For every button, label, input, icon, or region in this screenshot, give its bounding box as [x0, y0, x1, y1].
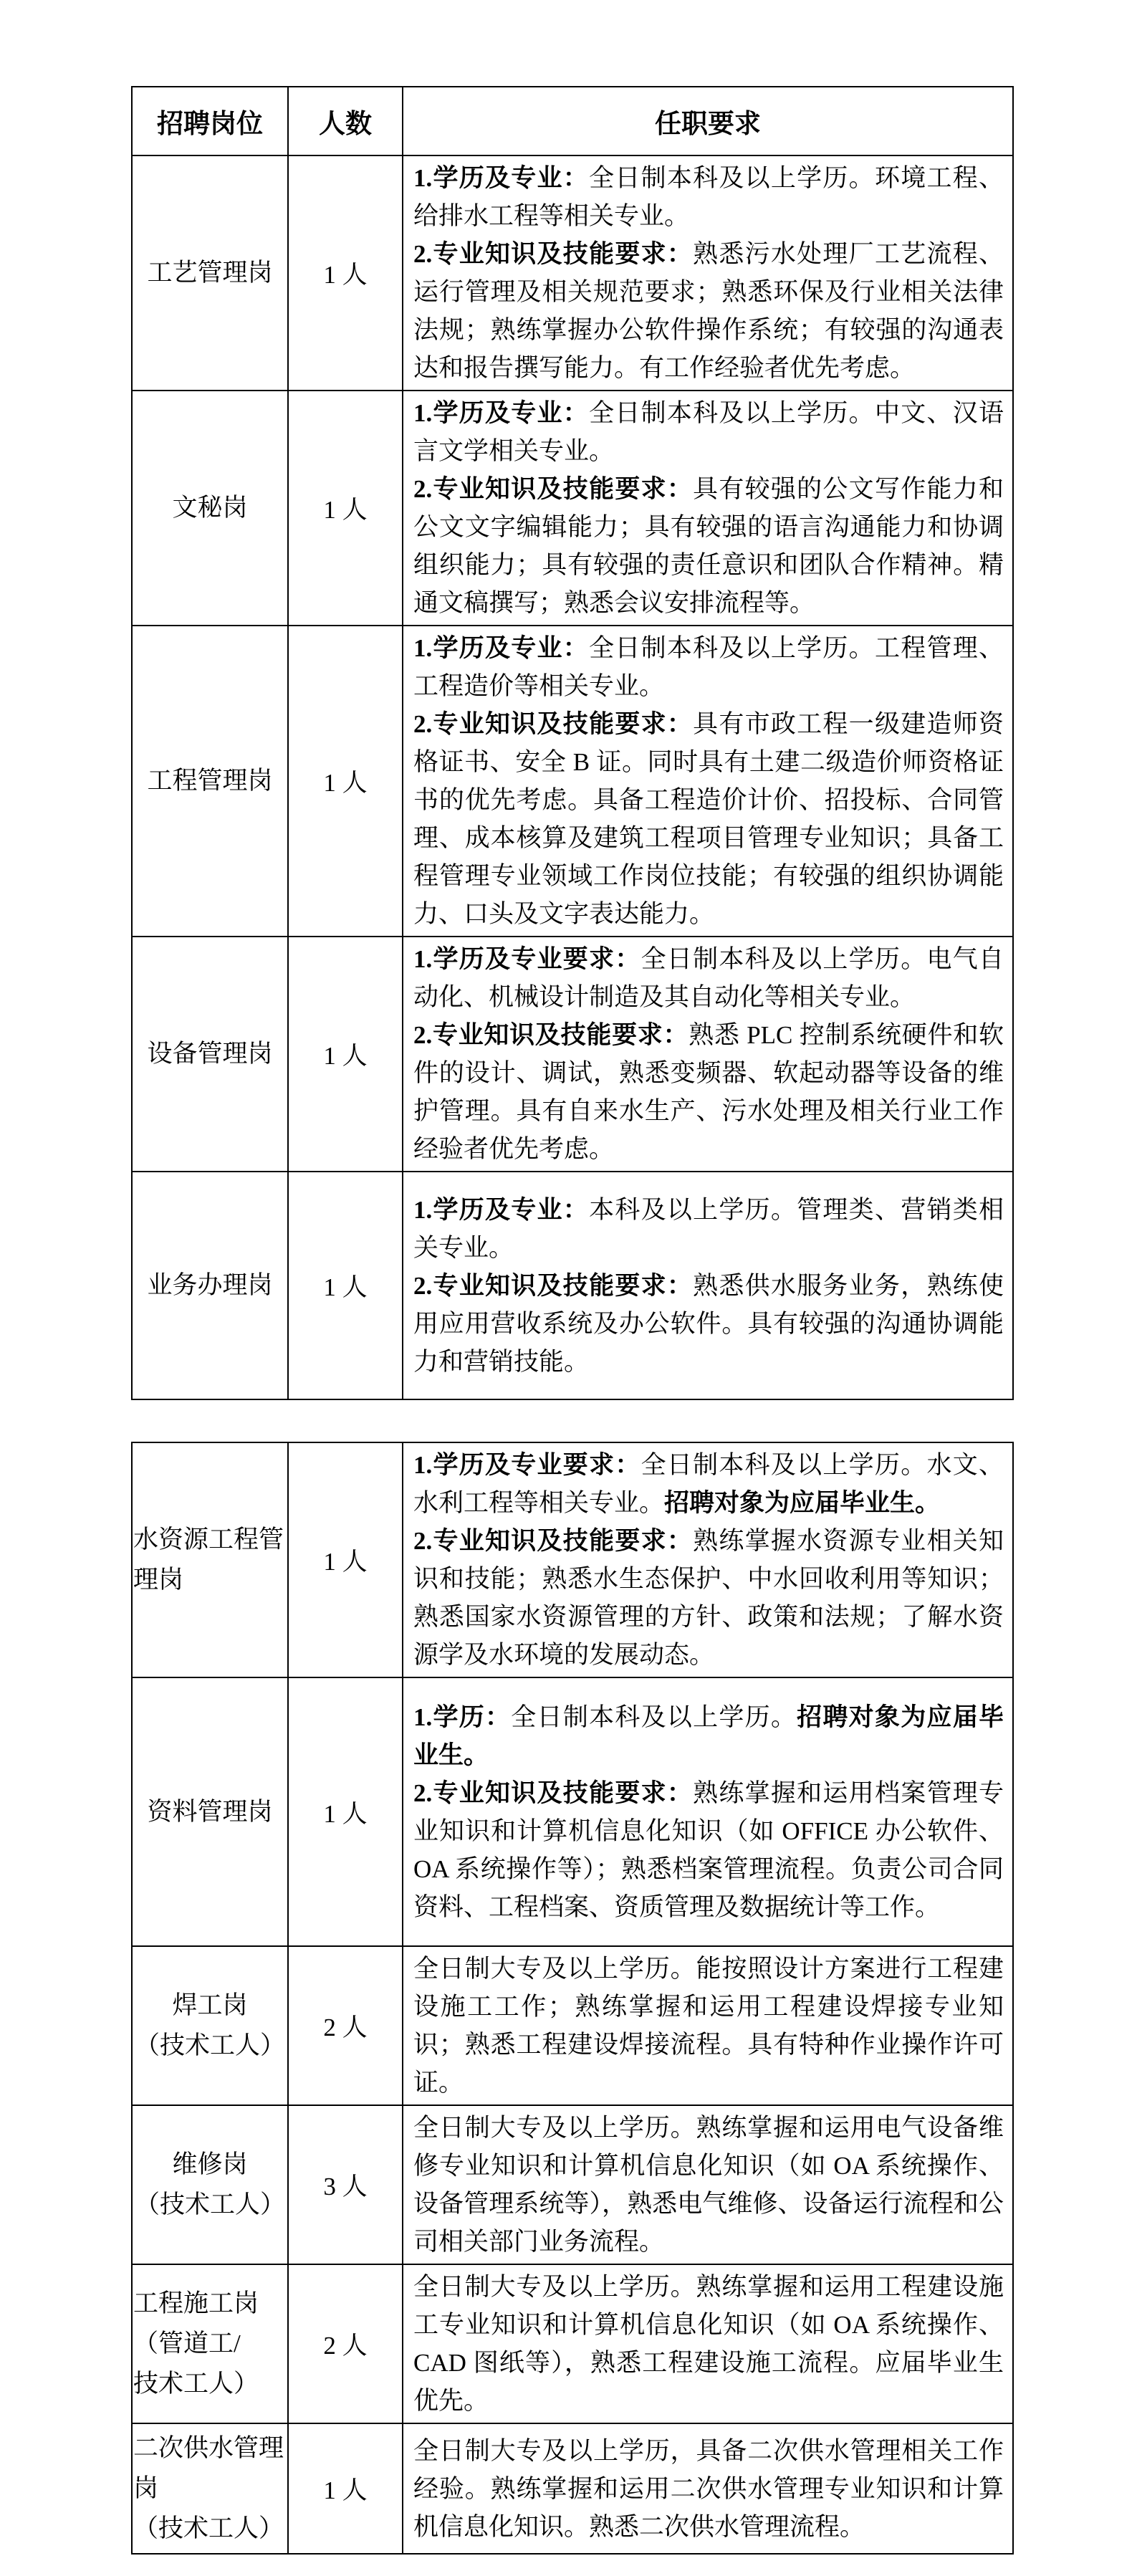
text-segment: 本科及以上学历。管理类、营销类相关专业。	[413, 1195, 1004, 1262]
requirement-paragraph	[413, 2268, 1004, 2420]
position-cell	[132, 2423, 288, 2554]
requirement-paragraph	[413, 2109, 1004, 2261]
text-segment: 1.学历：	[413, 1703, 512, 1731]
text-segment: 全日制本科及以上学历。中文、汉语言文学相关专业。	[413, 399, 1004, 465]
header-row	[132, 87, 1013, 155]
text-segment: 熟悉 PLC 控制系统硬件和软件的设计、调试，熟悉变频器、软起动器等设备的维护管理。具有自来水生产、污水处理及相关行业工作经验者优先考虑。	[413, 1021, 1004, 1163]
table-row	[132, 2105, 1013, 2264]
requirement-paragraph	[413, 2432, 1004, 2546]
text-segment: 全日制大专及以上学历。熟练掌握和运用工程建设施工专业知识和计算机信息化知识（如 OA 系统操作、CAD 图纸等），熟悉工程建设施工流程。应届毕业生优先。	[413, 2273, 1004, 2415]
text-segment: 全日制本科及以上学历。水文、水利工程等相关专业。	[413, 1451, 1004, 1517]
headcount-cell: 1 人	[288, 155, 403, 391]
requirement-paragraph	[413, 1950, 1004, 2102]
position-line: （技术工人）	[134, 2190, 285, 2218]
requirement-paragraph	[413, 159, 1004, 235]
headcount-cell: 2 人	[288, 1946, 403, 2105]
position-line: （管道工/	[133, 2330, 241, 2357]
headcount-cell: 2 人	[288, 2264, 403, 2423]
requirements-cell	[403, 626, 1013, 937]
requirement-paragraph	[413, 1267, 1004, 1381]
text-segment: 全日制大专及以上学历。能按照设计方案进行工程建设施工工作；熟练掌握和运用工程建设焊接专业知识；熟悉工程建设焊接流程。具有特种作业操作许可证。	[413, 1955, 1004, 2097]
text-segment: 全日制本科及以上学历。工程管理、工程造价等相关专业。	[413, 634, 1004, 700]
text-segment: 熟悉污水处理厂工艺流程、运行管理及相关规范要求；熟悉环保及行业相关法律法规；熟练掌握办公软件操作系统；有较强的沟通表达和报告撰写能力。有工作经验者优先考虑。	[413, 240, 1004, 382]
position-cell	[132, 937, 288, 1172]
text-segment: 熟练掌握水资源专业相关知识和技能；熟悉水生态保护、中水回收利用等知识；熟悉国家水资源管理的方针、政策和法规；了解水资源学及水环境的发展动态。	[413, 1527, 1004, 1669]
table-row	[132, 155, 1013, 391]
position-line: 工艺管理岗	[147, 259, 273, 287]
position-line: 水资源工程管	[133, 1526, 284, 1553]
requirement-paragraph	[413, 394, 1004, 470]
headcount-cell: 3 人	[288, 2105, 403, 2264]
requirements-cell	[403, 1946, 1013, 2105]
position-cell	[132, 1946, 288, 2105]
text-segment: 全日制本科及以上学历。电气自动化、机械设计制造及其自动化等相关专业。	[413, 945, 1004, 1011]
requirement-paragraph	[413, 940, 1004, 1016]
requirements-cell	[403, 1677, 1013, 1946]
table-row	[132, 1442, 1013, 1677]
requirements-cell	[403, 1172, 1013, 1399]
requirements-cell	[403, 2264, 1013, 2423]
text-segment: 1.学历及专业：	[413, 1195, 590, 1224]
text-segment: 2.专业知识及技能要求：	[413, 1778, 694, 1807]
position-line: 设备管理岗	[147, 1040, 273, 1068]
text-segment: 1.学历及专业要求：	[413, 945, 641, 973]
column-header-requirements: 任职要求	[403, 87, 1013, 155]
requirements-cell	[403, 937, 1013, 1172]
recruitment-table-lower	[131, 1442, 1014, 2555]
table-row	[132, 391, 1013, 626]
requirement-paragraph	[413, 470, 1004, 622]
position-line: 岗	[133, 2474, 159, 2502]
requirement-paragraph	[413, 1774, 1004, 1926]
text-segment: 1.学历及专业：	[413, 634, 590, 662]
headcount-cell: 1 人	[288, 391, 403, 626]
table-row	[132, 1946, 1013, 2105]
position-line: （技术工人）	[134, 2031, 285, 2059]
position-line: 业务办理岗	[147, 1271, 273, 1299]
requirements-cell	[403, 2423, 1013, 2554]
position-cell	[132, 1677, 288, 1946]
position-line: 二次供水管理	[133, 2434, 284, 2462]
headcount-cell: 1 人	[288, 1172, 403, 1399]
table-row	[132, 1172, 1013, 1399]
text-segment: 全日制大专及以上学历。熟练掌握和运用电气设备维修专业知识和计算机信息化知识（如 OA 系统操作、设备管理系统等），熟悉电气维修、设备运行流程和公司相关部门业务流程。	[413, 2114, 1004, 2256]
position-line: 维修岗	[172, 2150, 248, 2178]
position-line: 理岗	[133, 1566, 184, 1594]
text-segment: 2.专业知识及技能要求：	[413, 240, 694, 268]
text-segment: 招聘对象为应届毕业生。	[413, 1703, 1004, 1769]
position-cell	[132, 626, 288, 937]
table-body-upper	[132, 155, 1013, 1399]
requirement-paragraph	[413, 1522, 1004, 1674]
text-segment: 熟练掌握和运用档案管理专业知识和计算机信息化知识（如 OFFICE 办公软件、OA 系统操作等）；熟悉档案管理流程。负责公司合同资料、工程档案、资质管理及数据统计等工作。	[413, 1778, 1004, 1921]
text-segment: 全日制大专及以上学历，具备二次供水管理相关工作经验。熟练掌握和运用二次供水管理专业知识和计算机信息化知识。熟悉二次供水管理流程。	[413, 2436, 1004, 2541]
position-cell	[132, 2264, 288, 2423]
requirements-cell	[403, 2105, 1013, 2264]
requirement-paragraph	[413, 1191, 1004, 1267]
text-segment: 招聘对象为应届毕业生。	[664, 1489, 941, 1517]
requirement-paragraph	[413, 235, 1004, 387]
text-segment: 熟悉供水服务业务，熟练使用应用营收系统及办公软件。具有较强的沟通协调能力和营销技能。	[413, 1271, 1004, 1376]
headcount-cell: 1 人	[288, 1677, 403, 1946]
requirement-paragraph	[413, 1016, 1004, 1168]
position-cell	[132, 391, 288, 626]
requirement-paragraph	[413, 705, 1004, 933]
position-line: 工程施工岗	[133, 2289, 259, 2317]
table-row	[132, 1677, 1013, 1946]
text-segment: 具有市政工程一级建造师资格证书、安全 B 证。同时具有土建二级造价师资格证书的优先考虑。具备工程造价计价、招投标、合同管理、成本核算及建筑工程项目管理专业知识；具备工程管理专业领域工作岗位技能；有较强的组织协调能力、口头及文字表达能力。	[413, 710, 1004, 928]
recruitment-table-upper	[131, 86, 1014, 1400]
position-cell	[132, 1172, 288, 1399]
position-line: 工程管理岗	[147, 767, 273, 795]
position-line: 技术工人）	[133, 2370, 259, 2398]
text-segment: 2.专业知识及技能要求：	[413, 475, 694, 503]
position-line: 资料管理岗	[147, 1797, 273, 1826]
text-segment: 全日制本科及以上学历。环境工程、给排水工程等相关专业。	[413, 164, 1004, 230]
position-cell	[132, 155, 288, 391]
headcount-cell: 1 人	[288, 626, 403, 937]
text-segment: 全日制本科及以上学历。	[511, 1703, 797, 1731]
column-header-headcount: 人数	[288, 87, 403, 155]
text-segment: 2.专业知识及技能要求：	[413, 1021, 689, 1049]
table-row	[132, 937, 1013, 1172]
text-segment: 2.专业知识及技能要求：	[413, 710, 694, 738]
text-segment: 2.专业知识及技能要求：	[413, 1271, 694, 1300]
table-body-lower	[132, 1442, 1013, 2554]
requirement-paragraph	[413, 1446, 1004, 1522]
requirement-paragraph	[413, 629, 1004, 705]
text-segment: 1.学历及专业：	[413, 399, 590, 427]
position-line: 焊工岗	[172, 1991, 248, 2019]
position-cell	[132, 1442, 288, 1677]
position-line: 文秘岗	[172, 494, 248, 522]
text-segment: 具有较强的公文写作能力和公文文字编辑能力；具有较强的语言沟通能力和协调组织能力；具有较强的责任意识和团队合作精神。精通文稿撰写；熟悉会议安排流程等。	[413, 475, 1004, 617]
text-segment: 2.专业知识及技能要求：	[413, 1527, 694, 1555]
headcount-cell: 1 人	[288, 1442, 403, 1677]
requirements-cell	[403, 1442, 1013, 1677]
headcount-cell: 1 人	[288, 937, 403, 1172]
headcount-cell: 1 人	[288, 2423, 403, 2554]
table-row	[132, 2423, 1013, 2554]
position-cell	[132, 2105, 288, 2264]
table-row	[132, 626, 1013, 937]
table-row	[132, 2264, 1013, 2423]
requirements-cell	[403, 155, 1013, 391]
requirements-cell	[403, 391, 1013, 626]
text-segment: 1.学历及专业要求：	[413, 1451, 641, 1479]
column-header-position: 招聘岗位	[132, 87, 288, 155]
position-line: （技术工人）	[133, 2514, 284, 2542]
text-segment: 1.学历及专业：	[413, 164, 590, 192]
requirement-paragraph	[413, 1698, 1004, 1774]
